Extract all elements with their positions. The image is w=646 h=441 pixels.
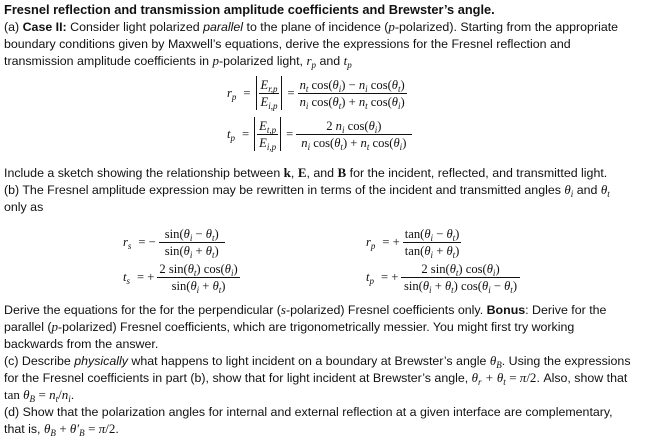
bonus-label: Bonus: [486, 303, 526, 317]
eq-sign: =: [286, 126, 294, 141]
parallel-word: parallel: [203, 20, 244, 34]
math-p: p: [388, 19, 395, 34]
part-d-line-2: that is, $\theta_B + \theta'_B = \pi/2$.: [4, 421, 119, 438]
vector-B: B: [337, 165, 347, 180]
eq-sign: =: [287, 85, 295, 100]
part-label: (a): [4, 20, 20, 34]
part-a-line-2: boundary conditions given by Maxwell’s equations, derive the expressions for the Fresnel reflection and: [4, 37, 571, 51]
page-title: Fresnel reflection and transmission amplitude coefficients and Brewster’s angle.: [4, 2, 495, 17]
abs-ratio: $\frac{E_{r,p}}{E_{i,p}}$: [256, 76, 283, 110]
text: Consider light polarized: [70, 20, 200, 34]
eq-lhs: $r_p$: [227, 85, 237, 102]
vector-k: k: [283, 165, 291, 180]
part-c-line-3: $\tan \theta_B = n_t/n_i$.: [4, 387, 75, 404]
eq-sign: =: [242, 126, 250, 141]
equation-tp-b: $t_p$ = + $\frac{2 \sin(\theta_t) \cos(\theta_i)}{\sin(\theta_i + \theta_t) \cos(\theta_i - \theta_t)}$: [366, 262, 520, 293]
text: transmission amplitude coefficients in: [4, 54, 210, 68]
math-tp: $t_p$: [343, 53, 352, 70]
physically-word: physically: [74, 354, 128, 368]
part-c-line-2: for the Fresnel coefficients in part (b), show that for light incident at Brewster’s angle, $\theta_r + \theta_t = \pi/2$. Also, show that: [4, 370, 628, 387]
eq-sign: =: [243, 85, 251, 100]
equation-rs: $r_s$ = − $\frac{\sin(\theta_i - \theta_t)}{\sin(\theta_i + \theta_t)}$: [123, 227, 225, 258]
eq-fraction: $\frac{2 n_i \cos(\theta_i)}{n_i \cos(\theta_t) + n_t \cos(\theta_i)}$: [296, 119, 411, 150]
math-rp: $r_p$: [306, 53, 317, 70]
part-a-line-1: [4, 19, 644, 36]
text: and: [319, 54, 341, 68]
equation-rp-a: [227, 76, 407, 110]
equation-rp-b: $r_p$ = + $\frac{\tan(\theta_i - \theta_t)}{\tan(\theta_i + \theta_t)}$: [366, 227, 460, 260]
derive-line-1: Derive the equations for the for the perpendicular (s-polarized) Fresnel coefficients only. Bonus: Derive for the: [4, 302, 607, 317]
part-a-line-3: [4, 53, 644, 70]
equation-ts: $t_s$ = + $\frac{2 \sin(\theta_t) \cos(\theta_i)}{\sin(\theta_i + \theta_t)}$: [123, 262, 238, 295]
part-c-line-1: (c) Describe physically what happens to light incident on a boundary at Brewster’s angle $\theta_B$. Using the expressions: [4, 353, 631, 370]
derive-line-3: backwards from the answer.: [4, 337, 159, 351]
part-b-line-2: only as: [4, 200, 44, 214]
text: -polarized light,: [218, 54, 303, 68]
eq-lhs: $t_p$: [227, 126, 235, 143]
sketch-instruction: Include a sketch showing the relationship between k, E, and B for the incident, reflected, and transmitted light.: [4, 165, 608, 180]
eq-fraction: $\frac{n_t \cos(\theta_i) - n_i \cos(\theta_t)}{n_i \cos(\theta_t) + n_t \cos(\theta_i)}$: [299, 77, 405, 111]
equation-tp-a: [227, 117, 412, 151]
case-label: Case II:: [22, 20, 67, 34]
text: -polarized). Starting from the appropriate: [394, 20, 619, 34]
text: to the plane of incidence (: [246, 20, 389, 34]
math-p: p: [212, 53, 219, 68]
part-b-line-1: (b) The Fresnel amplitude expression may be rewritten in terms of the incident and transmitted angles $\theta_i$ and $\theta_t$: [4, 182, 610, 199]
abs-ratio: $\frac{E_{t,p}}{E_{i,p}}$: [254, 117, 281, 151]
vector-E: E: [297, 165, 307, 180]
derive-line-2: parallel (p-polarized) Fresnel coefficients, which are trigonometrically messier. You might first try working: [4, 319, 575, 334]
part-d-line-1: (d) Show that the polarization angles for internal and external reflection at a given interface are complementary,: [4, 405, 613, 419]
